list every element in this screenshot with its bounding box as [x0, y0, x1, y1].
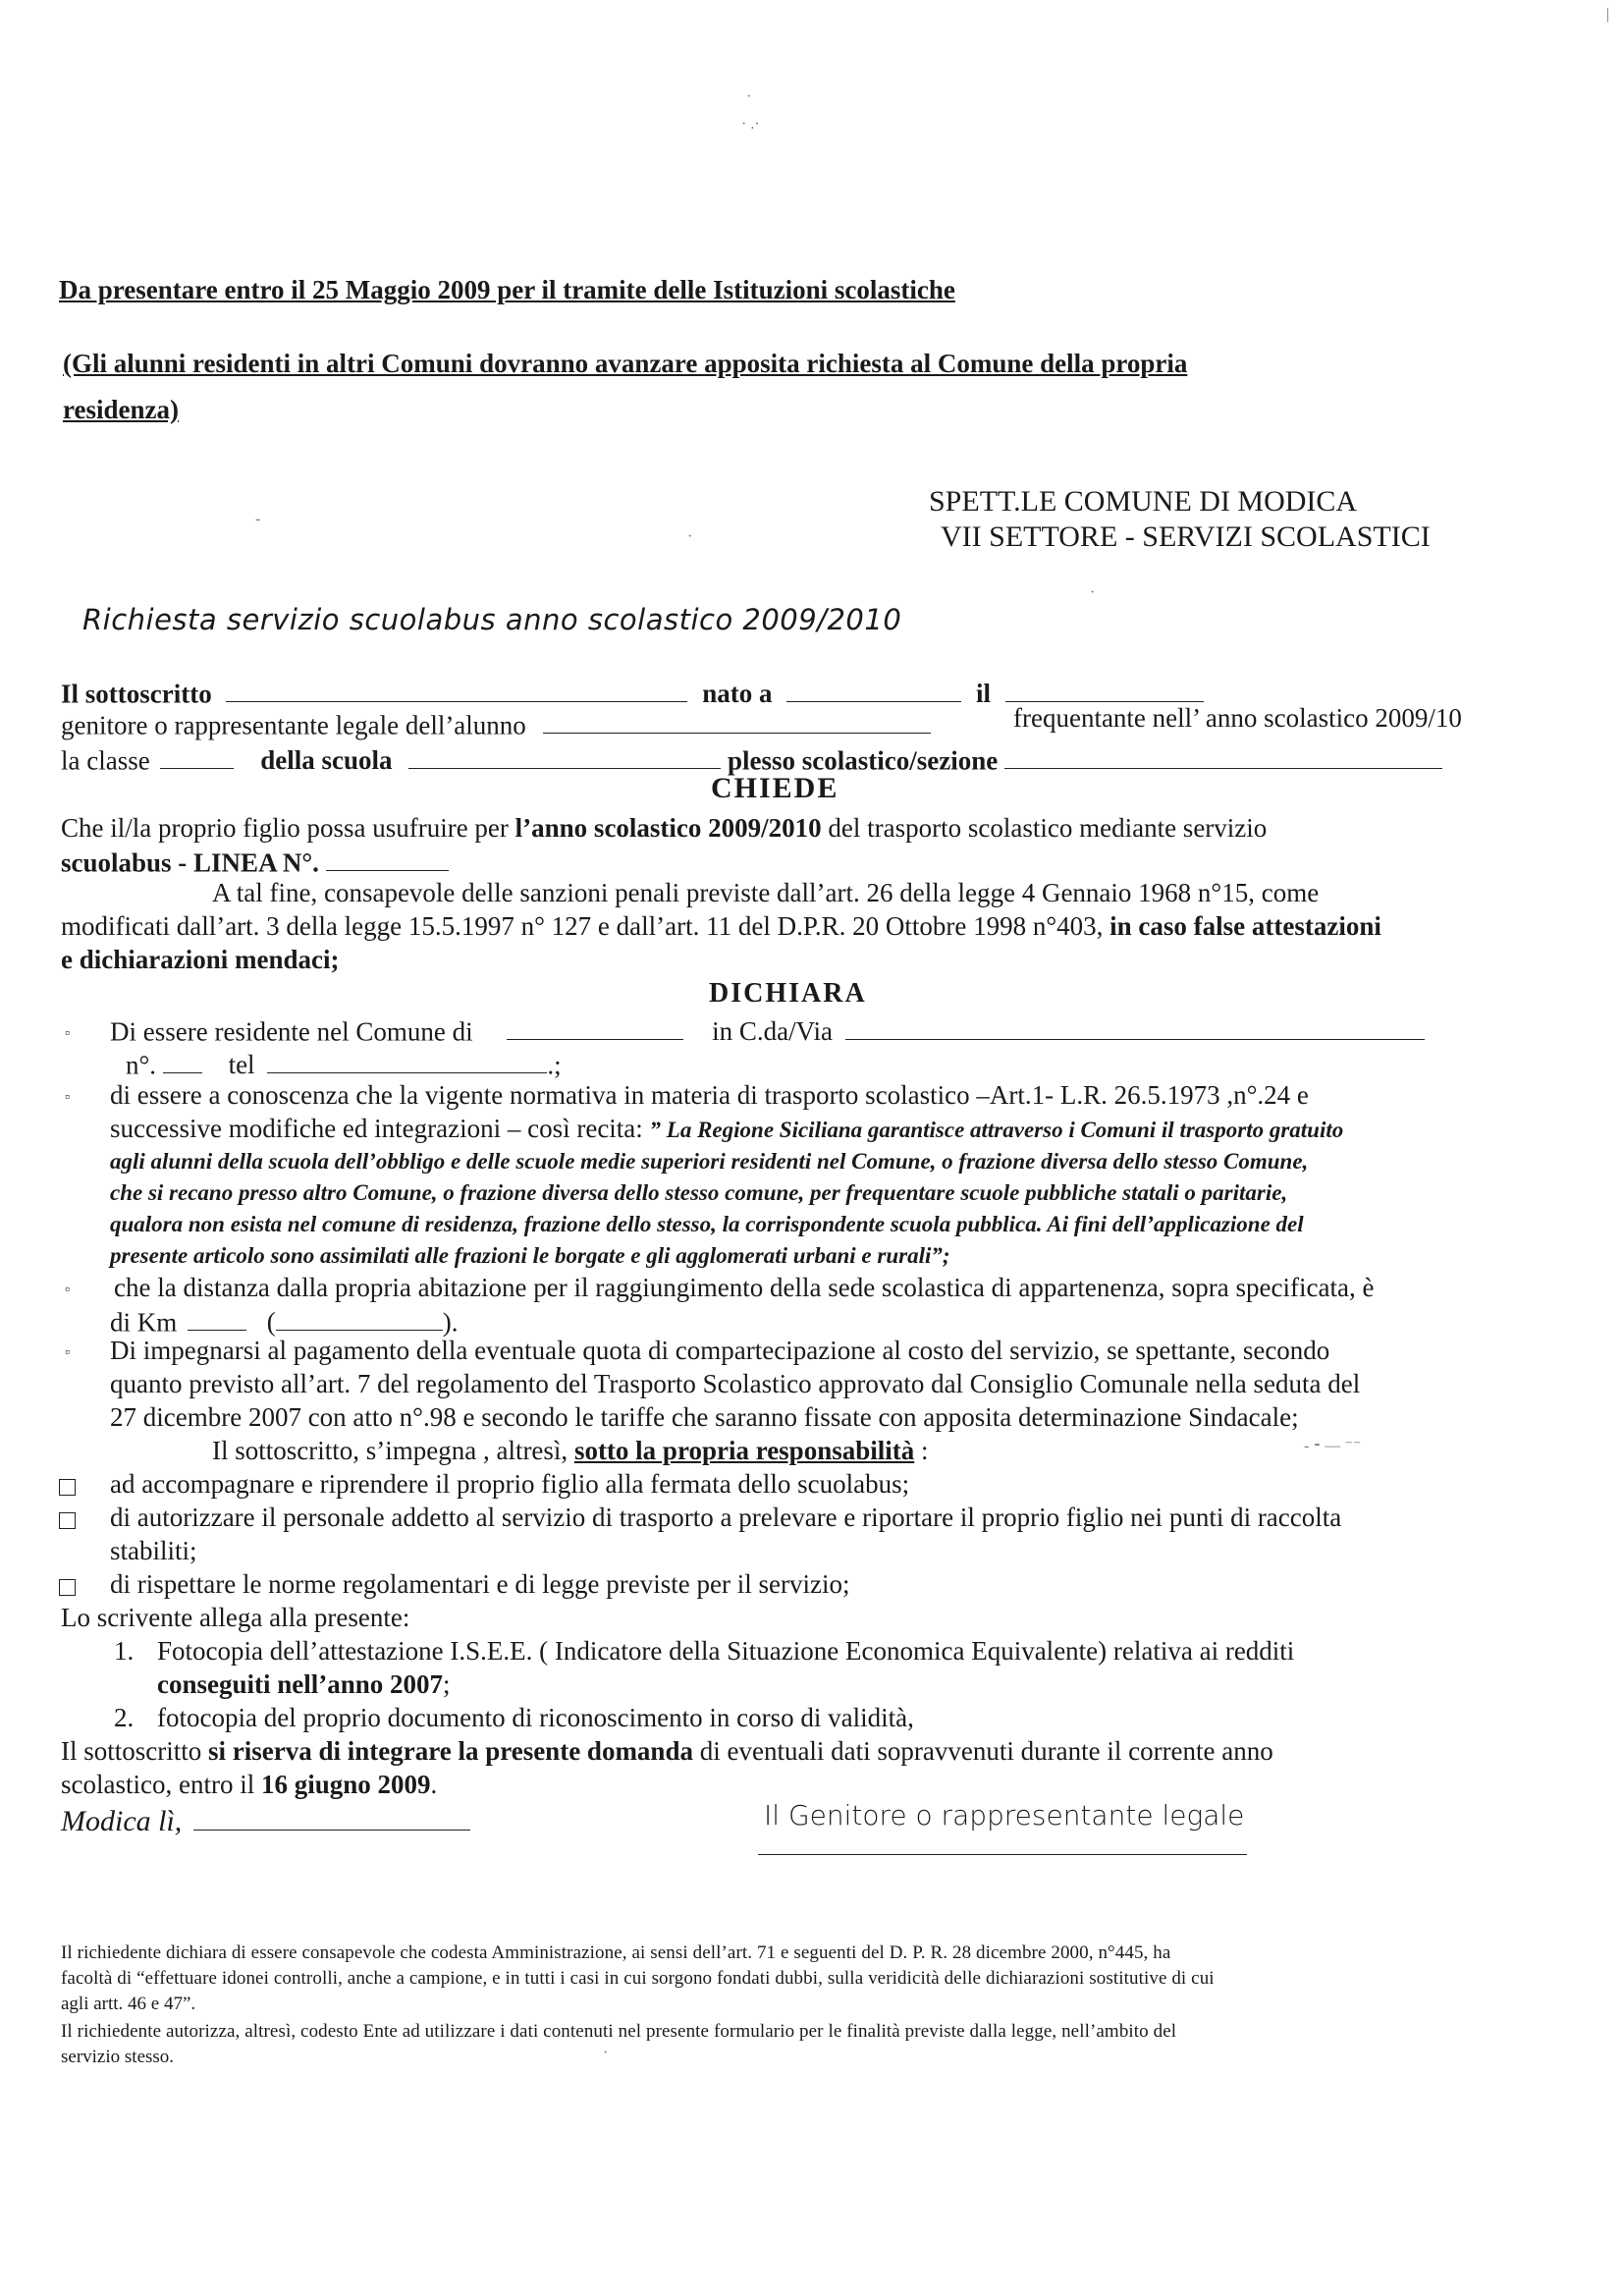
attachment-1-end: ; — [443, 1669, 451, 1699]
attachment-1-line1: Fotocopia dell’attestazione I.S.E.E. ( Indicatore della Situazione Economica Equivalente) relativa ai redditi — [157, 1636, 1295, 1666]
parent-label: genitore o rappresentante legale dell’alunno — [61, 710, 526, 740]
regulation-line6: presente articolo sono assimilati alle frazioni le borgate e gli agglomerati urbani e rurali”; — [110, 1243, 950, 1268]
reservation-deadline-date: 16 giugno 2009 — [260, 1770, 431, 1799]
street-label: in C.da/Via — [712, 1016, 834, 1047]
regulation-text: successive modifiche ed integrazioni – così recita: — [110, 1114, 650, 1143]
scan-speck: · .· — [741, 116, 760, 133]
scan-speck: - ⁃ — ⁻⁻ — [1304, 1438, 1362, 1454]
premise-line1: A tal fine, consapevole delle sanzioni penali previste dall’art. 26 della legge 4 Gennaio 1968 n°15, come — [212, 878, 1320, 907]
reservation-bold: si riserva di integrare la presente domanda — [208, 1736, 693, 1766]
birthplace-field[interactable] — [786, 678, 961, 702]
residence-label: Di essere residente nel Comune di — [110, 1016, 473, 1047]
school-label: della scuola — [260, 745, 393, 776]
phone-label: tel — [228, 1050, 255, 1080]
birthdate-field[interactable] — [1005, 678, 1204, 702]
signature-field[interactable] — [758, 1840, 1247, 1855]
km-paren-close: ). — [442, 1307, 459, 1338]
school-field[interactable] — [408, 744, 721, 769]
phone-field[interactable] — [267, 1049, 547, 1073]
scan-speck: · — [687, 528, 693, 545]
place-date-label: Modica lì, — [61, 1805, 183, 1837]
commitment-colon: : — [914, 1436, 929, 1465]
fee-line2: quanto previsto all’art. 7 del regolamento del Trasporto Scolastico approvato dal Consiglio Comunale nella seduta del — [110, 1369, 1361, 1398]
footer-line3: agli artt. 46 e 47”. — [61, 1994, 196, 2014]
option-checkbox-1[interactable] — [59, 1479, 76, 1496]
option-text-2: di autorizzare il personale addetto al servizio di trasporto a prelevare e riportare il proprio figlio nei punti di raccolta — [110, 1503, 1342, 1532]
chiede-text-c: del trasporto scolastico mediante servizio — [821, 813, 1268, 843]
residence-line — [110, 1015, 1425, 1047]
option-text-2-cont: stabiliti; — [110, 1536, 197, 1565]
option-text-3: di rispettare le norme regolamentari e di legge previste per il servizio; — [110, 1569, 850, 1599]
number-phone-line — [126, 1049, 562, 1080]
km-words-field[interactable] — [276, 1306, 443, 1331]
premise-false-statements: in caso false attestazioni — [1109, 911, 1381, 941]
house-number-field[interactable] — [163, 1049, 202, 1073]
chiede-line1 — [61, 813, 1267, 844]
signer-label: Il sottoscritto — [61, 679, 212, 709]
chiede-heading: CHIEDE — [711, 772, 839, 804]
commitment-text: Il sottoscritto, s’impegna , altresì, — [212, 1436, 574, 1465]
commitment-intro — [212, 1436, 929, 1466]
signer-name-field[interactable] — [226, 678, 687, 702]
regulation-line5: qualora non esista nel comune di residenza, frazione dello stesso, la corrispondente scuola pubblica. Ai fini dell’applicazione del — [110, 1212, 1304, 1236]
reservation-line2 — [61, 1770, 437, 1800]
place-date-field[interactable] — [193, 1803, 470, 1831]
option-text-1: ad accompagnare e riprendere il proprio figlio alla fermata dello scuolabus; — [110, 1469, 910, 1499]
residence-note-line1: (Gli alunni residenti in altri Comuni dovranno avanzare apposita richiesta al Comune della propria — [63, 349, 1188, 378]
attachment-2-line1: fotocopia del proprio documento di riconoscimento in corso di validità, — [157, 1703, 914, 1732]
site-label: plesso scolastico/sezione — [727, 745, 999, 776]
option-checkbox-3[interactable] — [59, 1579, 76, 1596]
attending-label: frequentante nell’ anno scolastico 2009/10 — [1013, 703, 1462, 733]
reservation-end: . — [430, 1770, 438, 1799]
km-paren-open: ( — [266, 1307, 276, 1338]
addressee-line2: VII SETTORE - SERVIZI SCOLASTICI — [941, 520, 1431, 553]
reservation-line1 — [61, 1736, 1273, 1767]
regulation-line1: di essere a conoscenza che la vigente normativa in materia di trasporto scolastico –Art.1- L.R. 26.5.1973 ,n°.24 e — [110, 1080, 1309, 1110]
reservation-text-c: di eventuali dati sopravvenuti durante il corrente anno — [692, 1736, 1273, 1766]
regulation-line4: che si recano presso altro Comune, o frazione diversa dello stesso comune, per frequentare scuole pubbliche statali o paritarie, — [110, 1180, 1288, 1205]
class-field[interactable] — [160, 744, 234, 769]
footer-line5: servizio stesso. — [61, 2047, 175, 2067]
premise-line2 — [61, 911, 1381, 942]
scan-speck: | — [1606, 6, 1610, 23]
signature-place-line — [61, 1803, 470, 1838]
option-checkbox-2[interactable] — [59, 1512, 76, 1529]
footer-line2: facoltà di “effettuare idonei controlli, anche a campione, e in tutti i casi in cui sorgono fondati dubbi, sulla veridicità delle dichiarazioni sostitutive di cui — [61, 1968, 1215, 1989]
deadline-line: Da presentare entro il 25 Maggio 2009 per il tramite delle Istituzioni scolastiche — [59, 275, 955, 304]
street-field[interactable] — [845, 1015, 1425, 1040]
scan-speck: - — [255, 511, 261, 527]
fee-line3: 27 dicembre 2007 con atto n°.98 e secondo le tariffe che saranno fissate con apposita determinazione Sindacale; — [110, 1402, 1299, 1432]
attachment-1-number: 1. — [114, 1636, 135, 1666]
residence-note-line2: residenza) — [63, 395, 179, 424]
attachment-1-line2 — [157, 1669, 451, 1700]
line-number-label: scuolabus - LINEA N°. — [61, 847, 319, 878]
student-name-field[interactable] — [543, 709, 931, 734]
birthdate-label: il — [975, 679, 991, 709]
site-field[interactable] — [1004, 744, 1442, 769]
addressee-line1: SPETT.LE COMUNE DI MODICA — [929, 485, 1358, 518]
bullet-icon: ▫ — [65, 1283, 70, 1297]
dichiara-heading: DICHIARA — [709, 978, 867, 1009]
reservation-deadline-text: scolastico, entro il — [61, 1770, 261, 1799]
regulation-line3: agli alunni della scuola dell’obbligo e delle scuole medie superiori residenti nel Comune, o frazione diversa dello stesso Comune, — [110, 1149, 1309, 1174]
footer-line4: Il richiedente autorizza, altresì, codesto Ente ad utilizzare i dati contenuti nel presente formulario per le finalità previste dalla legge, nell’ambito del — [61, 2021, 1177, 2042]
commitment-responsibility: sotto la propria responsabilità — [573, 1436, 915, 1465]
chiede-text-a: Che il/la proprio figlio possa usufruire per — [61, 813, 515, 843]
line-number-field[interactable] — [326, 847, 449, 871]
chiede-year: l’anno scolastico 2009/2010 — [514, 813, 822, 843]
scan-speck: · — [1090, 584, 1096, 601]
bullet-icon: ▫ — [65, 1345, 70, 1360]
signer-caption: Il Genitore o rappresentante legale — [764, 1799, 1245, 1831]
municipality-field[interactable] — [507, 1015, 683, 1040]
reservation-text-a: Il sottoscritto — [61, 1736, 208, 1766]
class-label: la classe — [61, 745, 150, 776]
bullet-icon: ▫ — [65, 1090, 70, 1105]
applicant-line2 — [61, 709, 931, 740]
premise-line3: e dichiarazioni mendaci; — [61, 945, 340, 974]
distance-line1: che la distanza dalla propria abitazione per il raggiungimento della sede scolastica di appartenenza, sopra specificata, è — [114, 1273, 1375, 1302]
premise-line2-text: modificati dall’art. 3 della legge 15.5.1997 n° 127 e dall’art. 11 del D.P.R. 20 Ottobre 1998 n°403, — [61, 911, 1110, 941]
km-label: di Km — [110, 1307, 178, 1338]
scan-speck: · — [746, 88, 752, 105]
house-number-label: n°. — [126, 1050, 157, 1080]
distance-line2 — [110, 1306, 459, 1338]
request-subject: Richiesta servizio scuolabus anno scolastico 2009/2010 — [82, 603, 902, 636]
scan-speck: · — [603, 2045, 609, 2061]
km-field[interactable] — [188, 1306, 246, 1331]
regulation-line2 — [110, 1114, 1343, 1144]
footer-line1: Il richiedente dichiara di essere consapevole che codesta Amministrazione, ai sensi dell’art. 71 e seguenti del D. P. R. 28 dicembre 2000, n°445, ha — [61, 1942, 1171, 1963]
born-label: nato a — [702, 679, 773, 709]
regulation-quote-start: ” La Regione Siciliana garantisce attraverso i Comuni il trasporto gratuito — [649, 1118, 1344, 1142]
chiede-line2 — [61, 847, 449, 878]
fee-line1: Di impegnarsi al pagamento della eventuale quota di compartecipazione al costo del servizio, se spettante, secondo — [110, 1336, 1330, 1365]
bullet-icon: ▫ — [65, 1026, 70, 1041]
attachment-income-year: conseguiti nell’anno 2007 — [157, 1669, 444, 1699]
attachments-intro: Lo scrivente allega alla presente: — [61, 1603, 410, 1632]
attachment-2-number: 2. — [114, 1703, 135, 1732]
phone-end: .; — [547, 1050, 562, 1080]
